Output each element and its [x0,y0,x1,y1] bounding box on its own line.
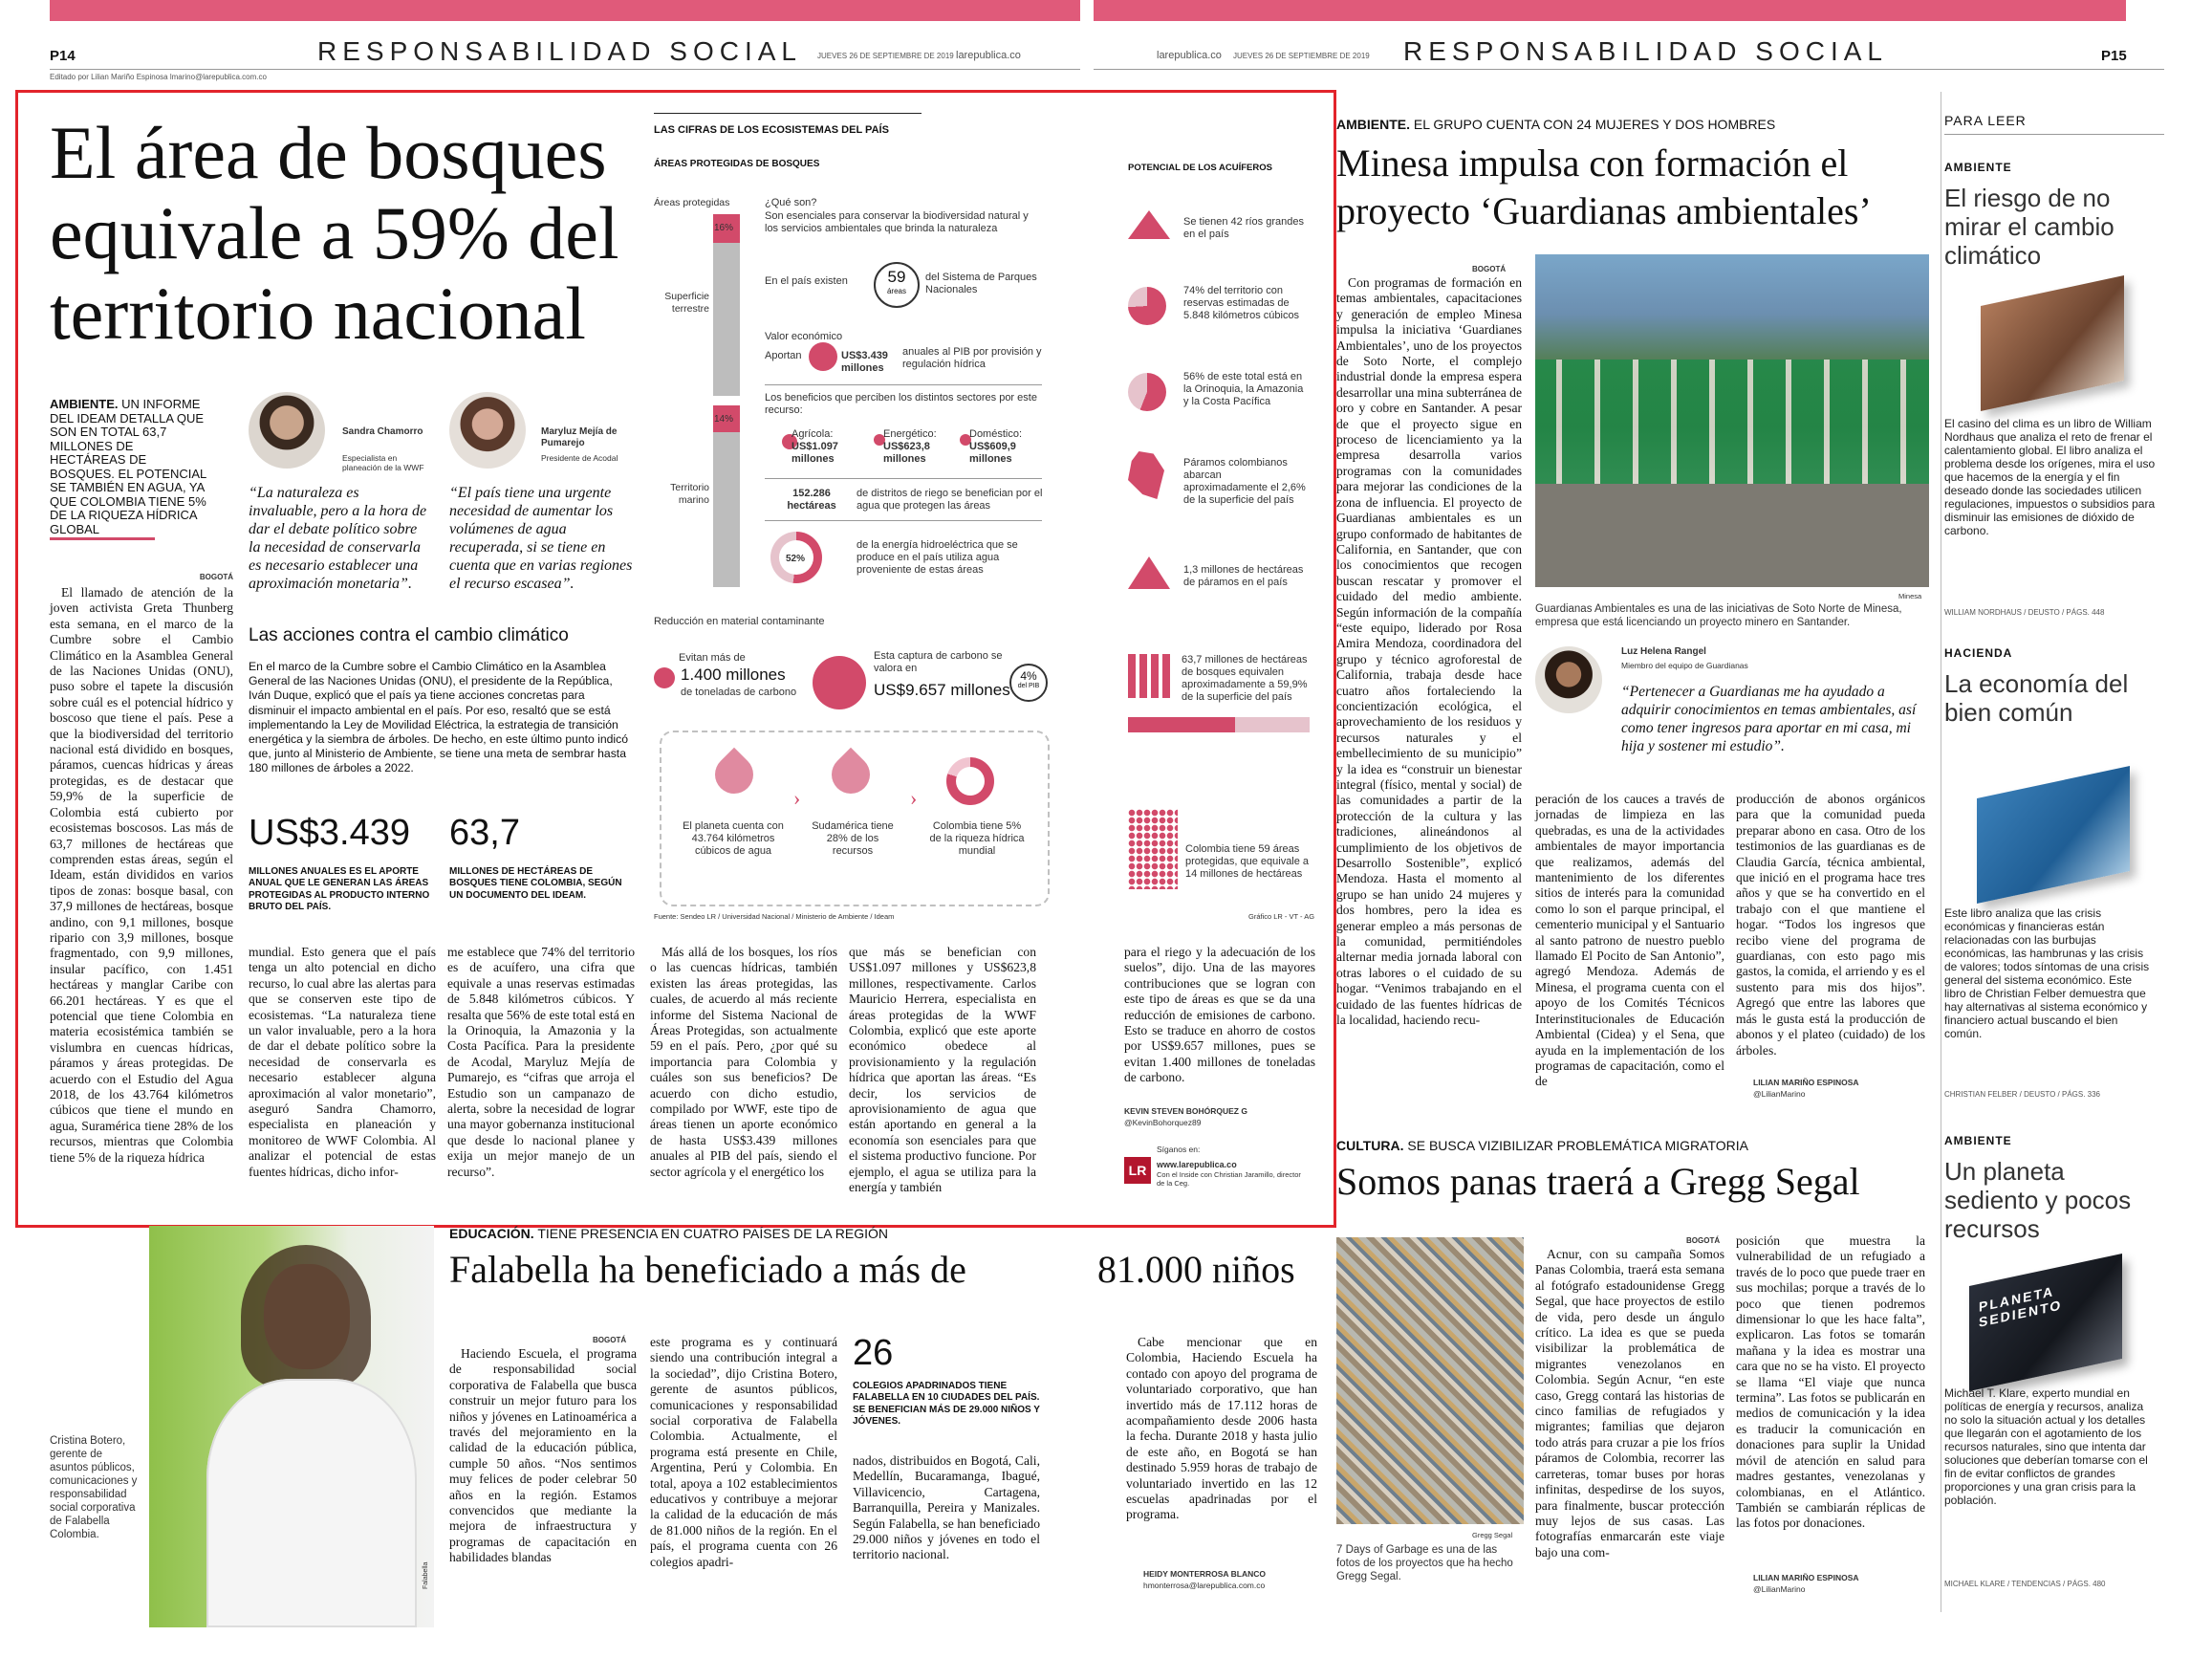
panas-headline: Somos panas traerá a Gregg Segal [1336,1160,1860,1203]
avatar [1535,646,1602,713]
subhead-text: En el marco de la Cumbre sobre el Cambio Climático en la Asamblea General de las Naciones Unidas (ONU), el presidente de la República, Iván Duque, explicó que el país ya tiene acciones concretas para disminuir el impacto ambiental en el país. Por eso, resaltó que se está implementando la Ley de Movilidad Eléctrica, la estrategia de transición energética y la siembra de árboles. De hecho, en este último punto indicó que, junto al Ministerio de Ambiente, se tiene una meta de sembrar hasta 180 millones de árboles a 2022. [249,660,629,775]
reduccion-title: Reducción en material contaminante [654,616,825,627]
falabella-headline-left: Falabella ha beneficiado a más de [449,1248,966,1291]
lr-logo: LR [1124,1157,1151,1184]
minesa-body-col3: producción de abonos orgánicos para que la comunidad pueda preparar abono en casa. Otro de los testimonios de las guardianas es de Claudia García, técnica ambiental, que inició en el programa hace tres años y que se ha convertido en el trabajo con el que mantiene el hogar. “Todos los ingresos que recibo viene del programa de guardianas, con esto pago mis gastos, la comida, el arriendo y es el sustento para mis dos hijos”. Agregó que entre las labores que más le gusta está la producción de abonos y el plateo (cuidado) de los árboles. [1736,792,1925,1058]
captura-value: US$9.657 millones [874,681,1010,699]
botero-caption: Cristina Botero, gerente de asuntos públicos, comunicaciones y responsabilidad social corporativa de Falabella Colombia. [50,1435,138,1540]
infographic-title: LAS CIFRAS DE LOS ECOSISTEMAS DEL PAÍS [654,124,889,136]
s2-cred: CHRISTIAN FELBER / DEUSTO / PÁGS. 336 [1944,1090,2101,1099]
page-number-right: P15 [2101,48,2127,64]
areas-text: del Sistema de Parques Nacionales [925,272,1037,295]
panas-dateline: BOGOTÁ [1686,1236,1721,1245]
page-number-left: P14 [50,48,76,64]
infographic-credit: Gráfico LR - VT - AG [1248,912,1315,921]
evitan-text: de toneladas de carbono [681,687,797,698]
aportan-circle [809,342,837,371]
falabella-dateline: BOGOTÁ [593,1336,627,1344]
s1-cred: WILLIAM NORDHAUS / DEUSTO / PÁGS. 448 [1944,608,2105,617]
drop-text3: Colombia tiene 5% de la riqueza hídrica mundial [929,820,1025,857]
s3-section: AMBIENTE [1944,1134,2012,1147]
divider [1944,134,2164,135]
s1-section: AMBIENTE [1944,161,2012,174]
dots-icon [1128,809,1178,889]
drop-donut-icon [946,757,994,805]
follow-label: Síganos en: [1157,1145,1201,1154]
falabella-author: HEIDY MONTERROSA BLANCO hmonterrosa@larepublica.com.co [1143,1569,1266,1590]
editor-line: Editado por Lilian Mariño Espinosa lmarino@larepublica.com.co [50,73,267,81]
kicker-rule [50,537,155,540]
falabella-stat-value: 26 [853,1333,894,1373]
subhead: Las acciones contra el cambio climático [249,625,569,645]
date-right: JUEVES 26 DE SEPTIEMBRE DE 2019 [1233,52,1370,60]
bar-label-marino: Territorio marino [670,482,709,506]
person2-role: Presidente de Acodal [541,453,618,463]
lead-body-col3: me establece que 74% del territorio es de acuífero, una cifra que equivale a unas reservas estimadas de 5.848 kilómetros cúbicos. Y resalta que 56% de este total está en la Orinoquia, la Amazonia y la Costa Pacífica. Para la presidente de Acodal, Maryluz Mejía de Pumarejo, es “cifras que arroja el Estudio son un campanazo de alerta, sobre la necesidad de lograr una mayor gobernanza institucional que desde lo nacional planee y exija un mejor manejo de un recurso”. [447,945,635,1179]
person1-name: Sandra Chamorro [342,426,423,437]
aportan-value: US$3.439 millones [841,350,888,374]
lead-headline: El área de bosques equivale a 59% del territorio nacional [50,111,619,355]
arrow-icon: › [793,786,801,810]
lead-body-col6: para el riego y la adecuación de los suelos”, dijo. Una de las mayores contribuciones que se logran con este tipo de áreas es que se da una reducción de emisiones de carbono. Esto se traduce en ahorro de costos por US$9.657 millones, pues se evitan 1.400 millones de toneladas de carbono. [1124,945,1315,1085]
dateline: BOGOTÁ [199,573,233,581]
pct4-circle: 4% del PIB [1009,664,1048,702]
falabella-body-col2: este programa es y continuará siendo una contribución integral a la sociedad”, dijo Cristina Botero, gerente de asuntos públicos, comunicaciones y responsabilidad social corporativa de Falabella Colombia. Actualmente, el programa está presente en Chile, Argentina, Perú y Colombia. En total, apoya a 102 establecimientos educativos y contribuye a mejorar la calidad de la educación de más de 81.000 niños de la región. En el país, el programa cuenta con 26 colegios apadri- [650,1335,837,1569]
rangel-role: Miembro del equipo de Guardianas [1621,661,1748,670]
evitan-circle [654,667,675,688]
stat2-value: 63,7 [449,813,520,853]
aq7-text: Colombia tiene 59 áreas protegidas, que equivale a 14 millones de hectáreas [1185,843,1310,880]
date-left: JUEVES 26 DE SEPTIEMBRE DE 2019 [817,52,954,60]
quote-pumarejo: “El país tiene una urgente necesidad de aumentar los volúmenes de agua recuperada, si se tiene en cuenta que en varias regiones el recurso escasea”. [449,485,633,592]
bar-marino [713,405,740,587]
lead-body-col4: Más allá de los bosques, los ríos o las cuencas hídricas, también existen las áreas protegidas, las cuales, de acuerdo al más reciente informe del Sistema Nacional de Áreas Protegidas, son actualmente 59 en el país. Pero, ¿por qué su importancia para Colombia y cuáles son sus beneficios? De acuerdo con dicho estudio, compilado por WWF, este tipo de áreas tienen un aporte económico de hasta US$3.439 millones anuales al PIB del país, siendo el sector agrícola y el energético los [650,945,837,1179]
aportan-text: anuales al PIB por provisión y regulación hídrica [902,346,1042,370]
lead-body-col2: mundial. Esto genera que el país tenga un alto potencial en dicho recurso, lo cual abre las alertas para que se conserven este tipo de ecosistemas. “La naturaleza tiene un valor invaluable, pero a la hora de dar el debate político sobre la necesidad de conservarla es necesario establecer alguna aproximación al valor monetario”, aseguró Sandra Chamorro, especialista en planeación y monitoreo de WWF Colombia. Al analizar el potencial de estas fuentes hídricas, dicho infor- [249,945,436,1179]
falabella-body-col3: nados, distribuidos en Bogotá, Cali, Medellín, Bucaramanga, Ibagué, Villavicencio, Cartagena, Barranquilla, Pereira y Manizales. Según Falabella, se han beneficiado 29.000 niños y jóvenes en todo el territorio nacional. [853,1453,1040,1562]
garbage-photo [1336,1237,1524,1524]
s3-text: Michael T. Klare, experto mundial en políticas de energía y recursos, analiza no solo la situación actual y los detalles que llegarán con el agotamiento de los recursos naturales, sino que intenta dar soluciones que deberían tomarse con el fin de evitar conflictos de grandes proporciones y una gran crisis para la población. [1944,1386,2148,1507]
lead-author: KEVIN STEVEN BOHÓRQUEZ G @KevinBohorquez89 [1124,1106,1247,1127]
domestico-label: Doméstico: US$609,9 millones [969,428,1023,465]
bar-pct-16: 16% [714,223,734,233]
falabella-body-col1: Haciendo Escuela, el programa de responsabilidad social corporativa de Falabella que busca construir un mejor futuro para los niños y jóvenes en Latinoamérica a través del mejoramiento en la calidad de la educación pública, cumple 50 años. “Nos sentimos muy felices de poder celebrar 50 años en la región. Estamos convencidos que mediante la mejora de infraestructura y programas de capacitación en habilidades blandas [449,1346,637,1565]
site-text: Con el Inside con Christian Jaramillo, director de la Ceg. [1157,1170,1301,1188]
quote-chamorro: “La naturaleza es invaluable, pero a la hora de dar el debate político sobre la necesidad de conservarla es necesario establecer una aproximación monetaria”. [249,485,427,592]
energetico-label: Energético: US$623,8 millones [883,428,937,465]
stat1-label: MILLONES ANUALES ES EL APORTE ANUAL QUE LE GENERAN LAS ÁREAS PROTEGIDAS AL PRODUCTO INTERNO BRUTO DEL PAÍS. [249,866,430,913]
site-link[interactable]: www.larepublica.co [1157,1160,1237,1169]
pct52-text: de la energía hidroeléctrica que se produce en el país utiliza agua proveniente de estas áreas [857,539,1018,576]
divider [765,478,1042,479]
s2-section: HACIENDA [1944,646,2013,660]
agricola-label: Agrícola: US$1.097 millones [792,428,838,465]
falabella-headline-right: 81.000 niños [1097,1248,1295,1291]
photo-caption: Guardianas Ambientales es una de las iniciativas de Soto Norte de Minesa, empresa que está licenciando un proyecto minero en Santander. [1535,603,1902,628]
en-el-pais: En el país existen [765,275,848,287]
rangel-quote: “Pertenecer a Guardianas me ha ayudado a adquirir conocimientos en temas ambientales, así como tener ingresos para aportar en mi casa, mi hija y sostener mi estudio”. [1621,684,1917,754]
panas-kicker: CULTURA. SE BUSCA VIZIBILIZAR PROBLEMÁTICA MIGRATORIA [1336,1138,1748,1153]
s2-text: Este libro analiza que las crisis económicas y financieras están relacionadas con las burbujas económicas, las hambrunas y las crisis de valores; todos síntomas de una crisis general del sistema económico. Este libro de Christian Felber demuestra que hay alternativas al sistema económico y financiero actual buscando el bien común. [1944,906,2150,1040]
drop-text2: Sudamérica tiene 28% de los recursos [812,820,894,857]
avatar [249,392,325,469]
panas-body-col2: posición que muestra la vulnerabilidad de un refugiado a través de lo poco que puede traer en sus mochilas; porque a través de lo poco que tienen podremos dimensionar lo que les hace falta”, explicaron. Las fotos se tomarán mañana y la idea es mostrar una cara que no se ha visto. El proyecto se llama “El viaje que nunca termina”. Las fotos se publicarán en medios de comunicación y la idea es traducir la comunicación en donaciones para suplir la Unidad móvil de atención en salud para madres gestantes, venezolanas y colombianas, en el Atlántico. También se cambiarán réplicas de las fotos por donaciones. [1736,1233,1925,1531]
aq1-text: Se tienen 42 ríos grandes en el país [1183,216,1304,240]
evitan-label: Evitan más de [679,652,746,664]
s1-text: El casino del clima es un libro de William Nordhaus que analiza el reto de frenar el calentamiento global. El libro analiza el problema desde los orígenes, mira el uso que hacemos de la energía y el fin deseado donde las sociedades utilicen regulaciones, impuestos o subsidios para disminuir las emisiones de dióxido de carbono. [1944,417,2156,537]
site-right: larepublica.co [1157,50,1222,61]
aportan-label: Aportan [765,350,802,361]
panas-author: LILIAN MARIÑO ESPINOSA @LilianMarino [1753,1573,1859,1594]
botero-credit: Falabella [423,1561,429,1589]
minesa-author: LILIAN MARIÑO ESPINOSA @LilianMarino [1753,1078,1859,1099]
infographic-subhead: ÁREAS PROTEGIDAS DE BOSQUES [654,159,820,169]
infographic-rule [654,113,922,114]
evitan-value: 1.400 millones [681,665,786,684]
aq4-text: Páramos colombianos abarcan aproximadamente el 2,6% de la superficie del país [1183,457,1306,506]
photo-credit: Minesa [1898,592,1922,600]
aq2-text: 74% del territorio con reservas estimadas de 5.848 kilómetros cúbicos [1183,285,1300,321]
que-son-head: ¿Qué son? [765,197,817,208]
captura-circle [813,656,866,709]
sidebar-heading: PARA LEER [1944,113,2027,128]
infographic-source: Fuente: Sendeo LR / Universidad Nacional / Ministerio de Ambiente / Ideam [654,912,895,921]
s3-cred: MICHAEL KLARE / TENDENCIAS / PÁGS. 480 [1944,1580,2106,1588]
stat1-value: US$3.439 [249,813,411,853]
hectareas-text: de distritos de riego se benefician por el agua que protegen las áreas [857,488,1043,512]
avatar [449,392,526,469]
falabella-kicker: EDUCACIÓN. TIENE PRESENCIA EN CUATRO PAÍSES DE LA REGIÓN [449,1226,888,1241]
drop-text1: El planeta cuenta con 43.764 kilómetros cúbicos de agua [683,820,784,857]
valor-economico: Valor económico [765,331,843,342]
minesa-body-col2: peración de los cauces a través de jornadas de limpieza en las quebradas, es una de la actividades ambientales de mayor importancia que realizamos, además del mantenimiento de los diferentes sitios de interés para la comunidad como lo son el parque principal, el cementerio municipal y el Santuario al santo patrono de nuestro pueblo llamado El Pocito de San Antonio”, agregó Mendoza. Además de Minesa, el programa cuenta con el apoyo de los Comités Técnicos Interinstitucionales de Educación Ambiental (Cidea) y el Sena, que ayuda en la implementación de los programas de capacitación, como el de [1535,792,1724,1089]
section-header-right: RESPONSABILIDAD SOCIAL [1403,36,1889,66]
falabella-stat-label: COLEGIOS APADRINADOS TIENE FALABELLA EN 10 CIUDADES DEL PAÍS. SE BENEFICIAN MÁS DE 29.000 NIÑOS Y JÓVENES. [853,1381,1040,1428]
divider [765,520,1042,521]
lead-body-col5: que más se benefician con US$1.097 millones y US$623,8 millones, respectivamente. Carlos Mauricio Herrera, especialista en áreas protegidas de la WWF Colombia, explicó que este aporte económico obedece al provisionamiento y la regulación hídrica que aportan las áreas. “Es decir, los servicios de aprovisionamiento de agua que están aportando en general a la economía son esenciales para que el sistema productivo funcione. Por ejemplo, el agua se utiliza para la energía y también [849,945,1036,1195]
header-rule-left [50,69,1080,70]
book-cover: PLANETA SEDIENTO [1969,1254,2122,1391]
minesa-headline: Minesa impulsa con formación el proyecto ‘Guardianas ambientales’ [1336,142,1872,232]
stat2-label: MILLONES DE HECTÁREAS DE BOSQUES TIENE COLOMBIA, SEGÚN UN DOCUMENTO DEL IDEAM. [449,866,622,901]
lead-body-col1: El llamado de atención de la joven activista Greta Thunberg esta semana, en el marco de la Cumbre sobre el Cambio Climático en la Asamblea General de las Naciones Unidas (ONU), puso sobre el tapete la discusión sobre cuál es el potencial hídrico y boscoso que tiene el país. Pese a que la biodiversidad del territorio nacional está dividido en bosques, páramos, cuencas hídricas y áreas protegidas, es de destacar que 59,9% de la superficie de Colombia está cubierto por ecosistemas boscosos. Las más de 63,7 millones de hectáreas que comprenden estas áreas, según el Ideam, están divididos en varios tipos de zonas: bosque basal, con 37,9 millones de hectáreas, bosque andino, con 9,1 millones, bosque ripario con 3,9 millones, bosque fragmentado, con 9,9 millones, insular pacífico, con 1.451 hectáreas y manglar Caribe con 66.201 hectáreas. Y es que el potencial que tiene Colombia en materia ecosistémica también se vislumbra en cuencas hídricas, páramos y áreas protegidas. De acuerdo con el Estudio del Agua 2018, de los 43.764 kilómetros cúbicos que tiene el mundo en agua, Suramérica tiene 28% de los recursos, mientras que Colombia tiene 5% de la riqueza hídrica [50,585,233,1165]
person1-role: Especialista en planeación de la WWF [342,453,424,472]
book-cover [1981,275,2124,411]
s3-title: Un planeta sediento y pocos recursos [1944,1157,2132,1243]
areas-circle: 59 áreas [874,262,920,308]
captura-text: Esta captura de carbono se valora en [874,650,1003,674]
falabella-body-col4: Cabe mencionar que en Colombia, Haciendo Escuela ha contado con apoyo del programa de voluntariado corporativo, que han invertido más de 17.112 horas de acompañamiento desde 2006 hasta la fecha. Durante 2018 y hasta julio de este año, en Bogotá se han destinado 5.959 horas de trabajo de voluntariado invertido en las 12 escuelas apadrinadas por el programa. [1126,1335,1317,1522]
minesa-dateline: BOGOTÁ [1472,265,1507,273]
bar-label-terrestre: Superficie terrestre [664,291,709,315]
site-left: larepublica.co [956,50,1021,61]
aq3-text: 56% de este total está en la Orinoquia, la Amazonia y la Costa Pacífica [1183,371,1304,407]
acuiferos-title: POTENCIAL DE LOS ACUÍFEROS [1128,163,1272,173]
minesa-body-col1: Con programas de formación en temas ambientales, capacitaciones y generación de empleo Minesa impulsa la iniciativa ‘Guardianes Ambientales’, uno de los proyectos de Soto Norte, el complejo industrial donde la empresa espera desarrollar una mina subterránea de oro y cobre en Santander. A pesar de que el proyecto sigue en proceso de licenciamiento ya la empresa desarrolla varios programas con la comunidades para mejorar las condiciones de la zona de influencia. El proyecto de Guardianas ambientales es un grupo conformado de habitantes de California, en Santander, que con los conocimientos que recogen buscan rescatar y promover el cuidado del medio ambiente. Según información de la compañía “este equipo, liderado por Rosa Amira Mendoza, coordinadora del grupo y técnico agroforestal de California, trabaja desde hace cuatro años fortaleciendo la concientización ecológica, el aprovechamiento de los residuos y recursos naturales y el embellecimiento de su municipio” y la idea es “construir un bienestar integral (físico, mental y social) de las comunidades a partir de la protección de la cultura y las tradiciones, alineándonos al cumplimiento de los objetivos de Desarrollo Sostenible”, explicó Mendoza. Hasta el momento al grupo se han unido 24 mujeres y dos hombres, pero la idea es generar empleo a más personas de la comunidad, permitiéndoles alternar media jornada laboral con otras labores o el cuidado de su hogar. “Venimos trabajando en el cuidado de las fuentes hídricas de la localidad, haciendo recu- [1336,275,1522,1028]
top-bar-left [50,0,1080,21]
s1-title: El riesgo de no mirar el cambio climático [1944,184,2114,270]
panas-body-col1: Acnur, con su campaña Somos Panas Colombia, traerá esta semana al fotógrafo estadounidense Gregg Segal, que hace proyectos de estilo de vida, pero desde un ángulo crítico. La idea es que se pueda visibilizar la problemática de migrantes venezolanos en Colombia. Según Acnur, “en este caso, Gregg contará las historias de cinco familias de refugiados y migrantes; familias que dejaron todo atrás para cruzar a pie los fríos páramos de Colombia, recorrer las carreteras, tomar buses por horas infinitas, despedirse de los suyos, para finalmente, buscar protección muy lejos de sus casas. Las fotografías enmarcarán este viaje bajo una com- [1535,1247,1724,1560]
que-son-text: Son esenciales para conservar la biodiversidad natural y los servicios ambientales que brinda la naturaleza [765,210,1029,234]
bar-pct-14: 14% [714,414,734,425]
s2-title: La economía del bien común [1944,669,2129,727]
person2-name: Maryluz Mejía de Pumarejo [541,426,618,448]
garbage-caption: 7 Days of Garbage es una de las fotos de los proyectos que ha hecho Gregg Segal. [1336,1544,1513,1582]
section-header-left: RESPONSABILIDAD SOCIAL [317,36,803,66]
pie-icon [1128,287,1166,325]
bar-label-areas: Áreas protegidas [654,197,730,208]
pct52-value: 52% [786,554,806,564]
beneficios-text: Los beneficios que perciben los distintos sectores por este recurso: [765,392,1037,416]
arrow-icon: › [910,786,918,810]
trees-icon [1128,654,1172,698]
lead-kicker: AMBIENTE. UN INFORME DEL IDEAM DETALLA QUE SON EN TOTAL 63,7 MILLONES DE HECTÁREAS DE BOSQUES. EL POTENCIAL SE TAMBIÉN EN AGUA, YA QUE COLOMBIA TIENE 5% DE LA RIQUEZA HÍDRICA GLOBAL [50,397,206,536]
mountain-icon [1128,210,1170,239]
bar-icon [1128,717,1310,732]
header-rule-right [1094,69,2164,70]
botero-photo [149,1226,434,1627]
hectareas-value: 152.286 hectáreas [787,488,836,512]
aq5-text: 1,3 millones de hectáreas de páramos en el país [1183,564,1304,588]
mountain-icon [1128,556,1170,589]
aq6-text: 63,7 millones de hectáreas de bosques equivalen aproximadamente a 59,9% de la superficie del país [1182,654,1308,703]
rangel-name: Luz Helena Rangel [1621,646,1706,657]
divider [765,384,1042,385]
pie-icon [1128,373,1166,411]
top-bar-right [1094,0,2126,21]
garbage-credit: Gregg Segal [1472,1531,1513,1539]
book-cover [1977,766,2130,904]
guardianas-photo [1535,254,1929,587]
minesa-kicker: AMBIENTE. EL GRUPO CUENTA CON 24 MUJERES Y DOS HOMBRES [1336,117,1776,132]
